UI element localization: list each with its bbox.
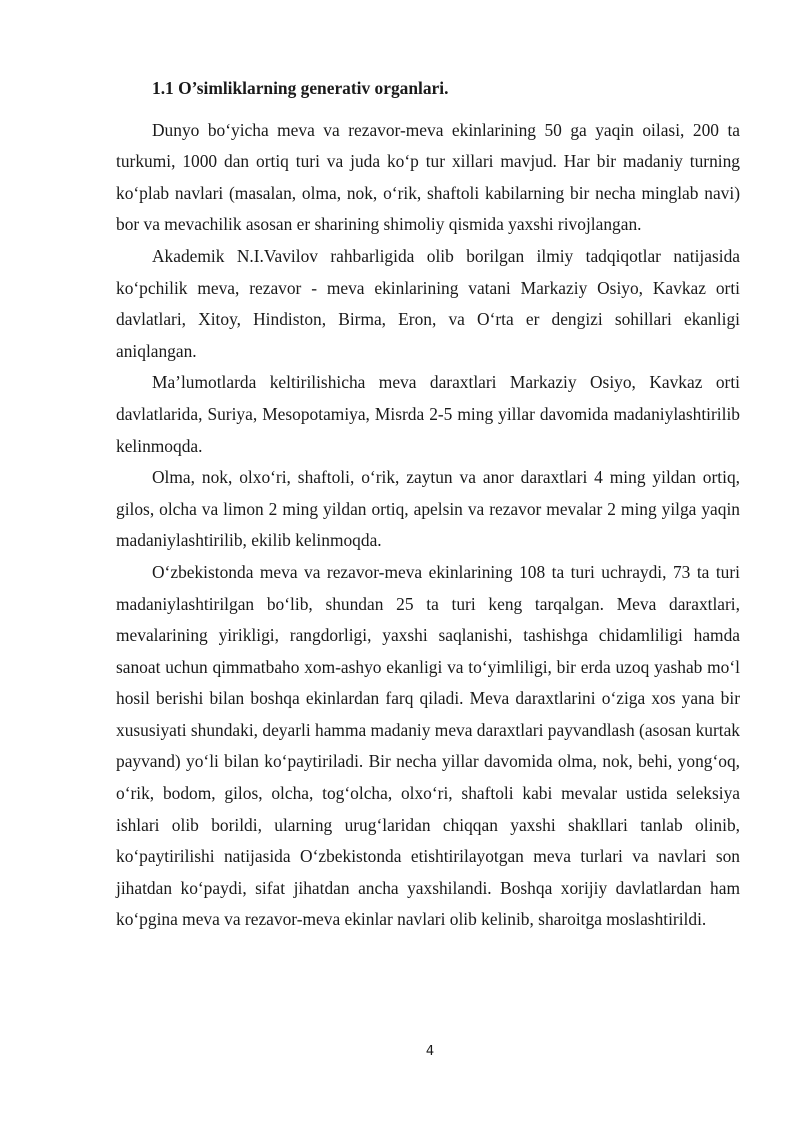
page-content xyxy=(116,73,740,936)
paragraph-3: Ma’lumotlarda keltirilishicha meva daraxtlari Markaziy Osiyo, Kavkaz orti davlatlarida, Suriya, Mesopotamiya, Misrda 2-5 ming yillar davomida madaniylashtirilib kelinmoqda. xyxy=(116,372,740,456)
paragraph-1: Dunyo bo‘yicha meva va rezavor-meva ekinlarining 50 ga yaqin oilasi, 200 ta turkumi, 1000 dan ortiq turi va juda ko‘p tur xillari mavjud. Har bir madaniy turning ko‘plab navlari (masalan, olma, nok, o‘rik, shaftoli kabilarning bir necha minglab navi) bor va mevachilik asosan er sharining shimoliy qismida yaxshi rivojlangan. xyxy=(116,119,740,235)
paragraph-2: Akademik N.I.Vavilov rahbarligida olib borilgan ilmiy tadqiqotlar natijasida ko‘pchilik meva, rezavor - meva ekinlarining vatani Markaziy Osiyo, Kavkaz orti davlatlari, Xitoy, Hindiston, Birma, Eron, va O‘rta er dengizi sohillari ekanligi aniqlangan. xyxy=(116,245,740,361)
paragraph-5: O‘zbekistonda meva va rezavor-meva ekinlarining 108 ta turi uchraydi, 73 ta turi madaniylashtirilgan bo‘lib, shundan 25 ta turi keng tarqalgan. Meva daraxtlari, mevalarining yirikligi, rangdorligi, yaxshi saqlanishi, tashishga chidamliligi hamda sanoat uchun qimmatbaho xom-ashyo ekanligi va to‘yimliligi, bir erda uzoq yashab mo‘l hosil berishi bilan boshqa ekinlardan farq qiladi. Meva daraxtlarini o‘ziga xos yana bir xususiyati shundaki, deyarli hamma madaniy meva daraxtlari payvandlash (asosan kurtak payvand) yo‘li bilan ko‘paytiriladi. Bir necha yillar davomida olma, nok, behi, yong‘oq, o‘rik, bodom, gilos, olcha, tog‘olcha, olxo‘ri, shaftoli kabi mevalar ustida seleksiya ishlari olib borildi, ularning urug‘laridan chiqqan yaxshi shakllari tanlab olinib, ko‘paytirilishi natijasida O‘zbekistonda etishtirilayotgan meva turlari va navlari son jihatdan ko‘paydi, sifat jihatdan ancha yaxshilandi. Boshqa xorijiy davlatlardan ham ko‘pgina meva va rezavor-meva ekinlar navlari olib kelinib, sharoitga moslashtirildi. xyxy=(116,561,740,930)
page-number: 4 xyxy=(425,1044,435,1059)
paragraph-4: Olma, nok, olxo‘ri, shaftoli, o‘rik, zaytun va anor daraxtlari 4 ming yildan ortiq, gilos, olcha va limon 2 ming yildan ortiq, apelsin va rezavor mevalar 2 ming yilga yaqin madaniylashtirilib, ekilib kelinmoqda. xyxy=(116,467,740,551)
section-heading: 1.1 O’simliklarning generativ organlari. xyxy=(152,78,449,98)
